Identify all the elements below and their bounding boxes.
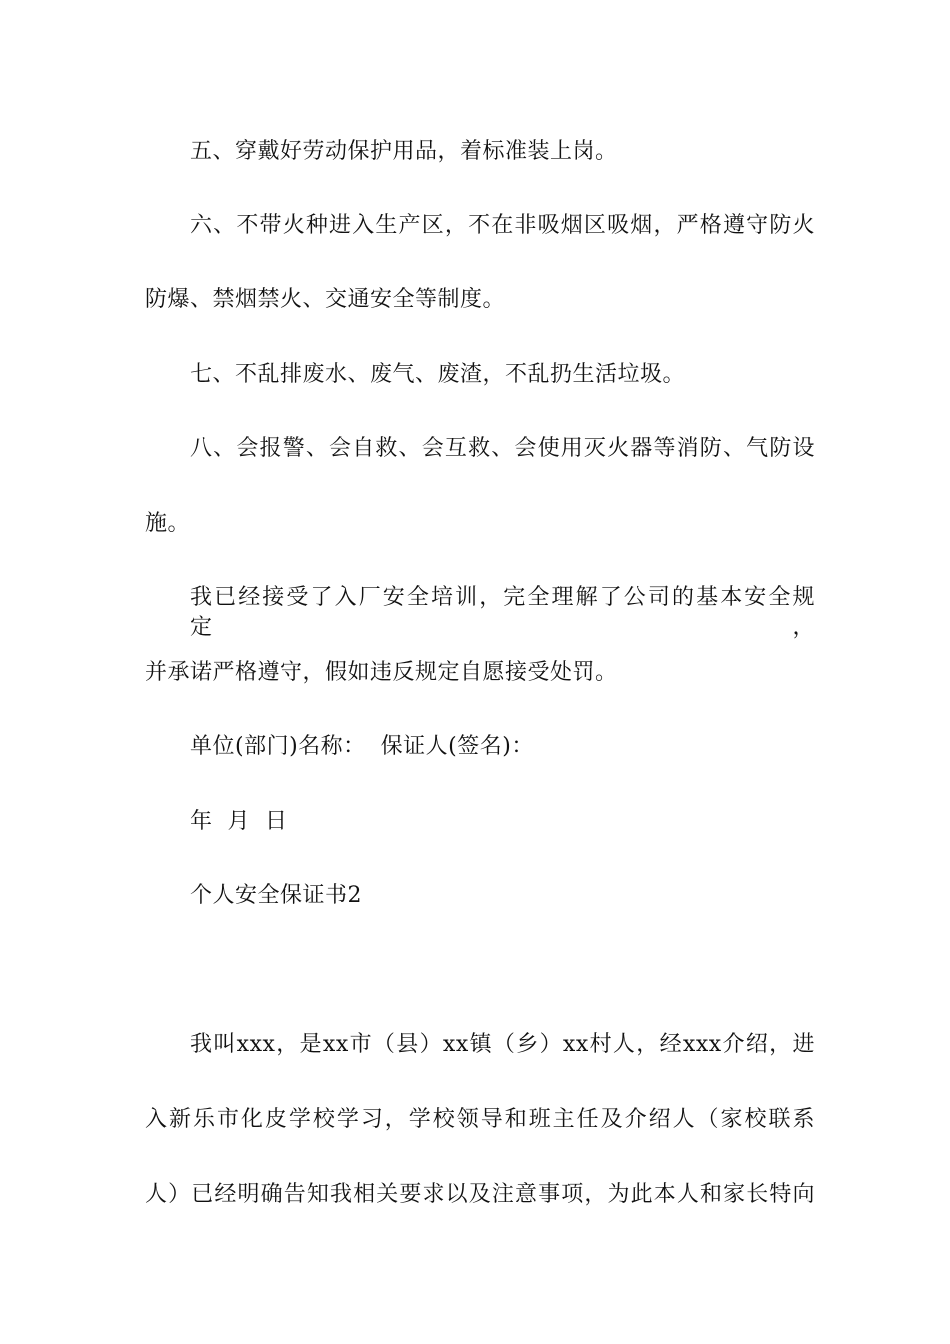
paragraph-item-8-line-2: 施。 xyxy=(145,511,191,536)
intro-paragraph-line-1: 我叫xxx，是xx市（县）xx镇（乡）xx村人，经xxx介绍，进 xyxy=(190,1032,815,1057)
paragraph-item-5: 五、穿戴好劳动保护用品，着标准装上岗。 xyxy=(190,139,618,164)
paragraph-item-6-line-1: 六、不带火种进入生产区，不在非吸烟区吸烟，严格遵守防火 xyxy=(190,213,815,238)
pledge-paragraph-line-1: 我已经接受了入厂安全培训，完全理解了公司的基本安全规定， xyxy=(190,585,815,640)
pledge-paragraph-line-2: 并承诺严格遵守，假如违反规定自愿接受处罚。 xyxy=(145,660,618,685)
intro-paragraph-line-2: 入新乐市化皮学校学习，学校领导和班主任及介绍人（家校联系 xyxy=(145,1107,815,1132)
paragraph-item-7: 七、不乱排废水、废气、废渣，不乱扔生活垃圾。 xyxy=(190,362,686,387)
section-title: 个人安全保证书2 xyxy=(190,883,362,908)
intro-paragraph-line-3: 人）已经明确告知我相关要求以及注意事项，为此本人和家长特向 xyxy=(145,1182,815,1207)
date-line: 年 月 日 xyxy=(190,809,288,834)
signature-line: 单位(部门)名称： 保证人(签名)： xyxy=(190,734,534,759)
paragraph-item-6-line-2: 防爆、禁烟禁火、交通安全等制度。 xyxy=(145,287,506,312)
paragraph-item-8-line-1: 八、会报警、会自救、会互救、会使用灭火器等消防、气防设 xyxy=(190,436,815,461)
